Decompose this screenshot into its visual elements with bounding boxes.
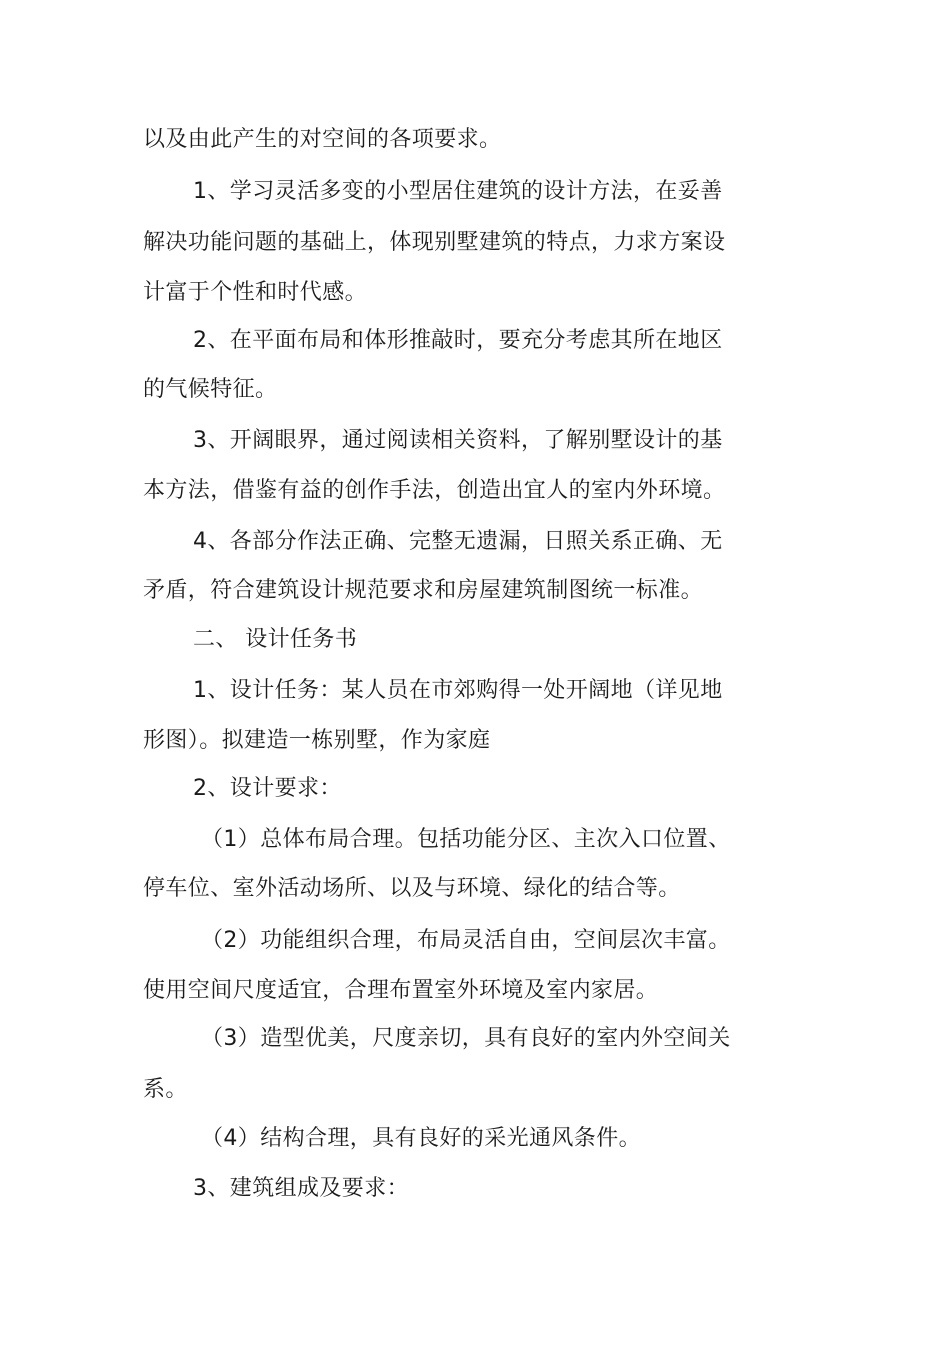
text-line: 2、设计要求： — [193, 776, 342, 801]
text-line: （2）功能组织合理，布局灵活自由，空间层次丰富。 — [201, 928, 731, 953]
text-line: 1、设计任务：某人员在市郊购得一处开阔地（详见地 — [193, 678, 723, 703]
text-line: 计富于个性和时代感。 — [143, 280, 368, 305]
text-line: 4、各部分作法正确、完整无遗漏，日照关系正确、无 — [193, 529, 723, 554]
text-line: 停车位、室外活动场所、以及与环境、绿化的结合等。 — [143, 876, 681, 901]
text-line: 3、建筑组成及要求： — [193, 1176, 409, 1201]
text-line: （4）结构合理，具有良好的采光通风条件。 — [201, 1126, 641, 1151]
text-line: （3）造型优美，尺度亲切，具有良好的室内外空间关 — [201, 1026, 731, 1051]
text-line: （1）总体布局合理。包括功能分区、主次入口位置、 — [201, 827, 731, 852]
text-line: 解决功能问题的基础上，体现别墅建筑的特点，力求方案设 — [143, 230, 726, 255]
text-line: 本方法，借鉴有益的创作手法，创造出宜人的室内外环境。 — [143, 478, 726, 503]
text-line: 矛盾，符合建筑设计规范要求和房屋建筑制图统一标准。 — [143, 578, 704, 603]
text-line: 1、学习灵活多变的小型居住建筑的设计方法，在妥善 — [193, 179, 723, 204]
text-line: 使用空间尺度适宜，合理布置室外环境及室内家居。 — [143, 978, 659, 1003]
text-line: 的气候特征。 — [143, 377, 278, 402]
section-heading: 二、 设计任务书 — [193, 627, 358, 652]
text-line: 3、开阔眼界，通过阅读相关资料，了解别墅设计的基 — [193, 428, 723, 453]
text-line: 形图）。拟建造一栋别墅，作为家庭 — [143, 728, 491, 753]
text-line: 系。 — [143, 1077, 188, 1102]
text-line: 2、在平面布局和体形推敲时，要充分考虑其所在地区 — [193, 328, 723, 353]
text-line: 以及由此产生的对空间的各项要求。 — [143, 127, 502, 152]
